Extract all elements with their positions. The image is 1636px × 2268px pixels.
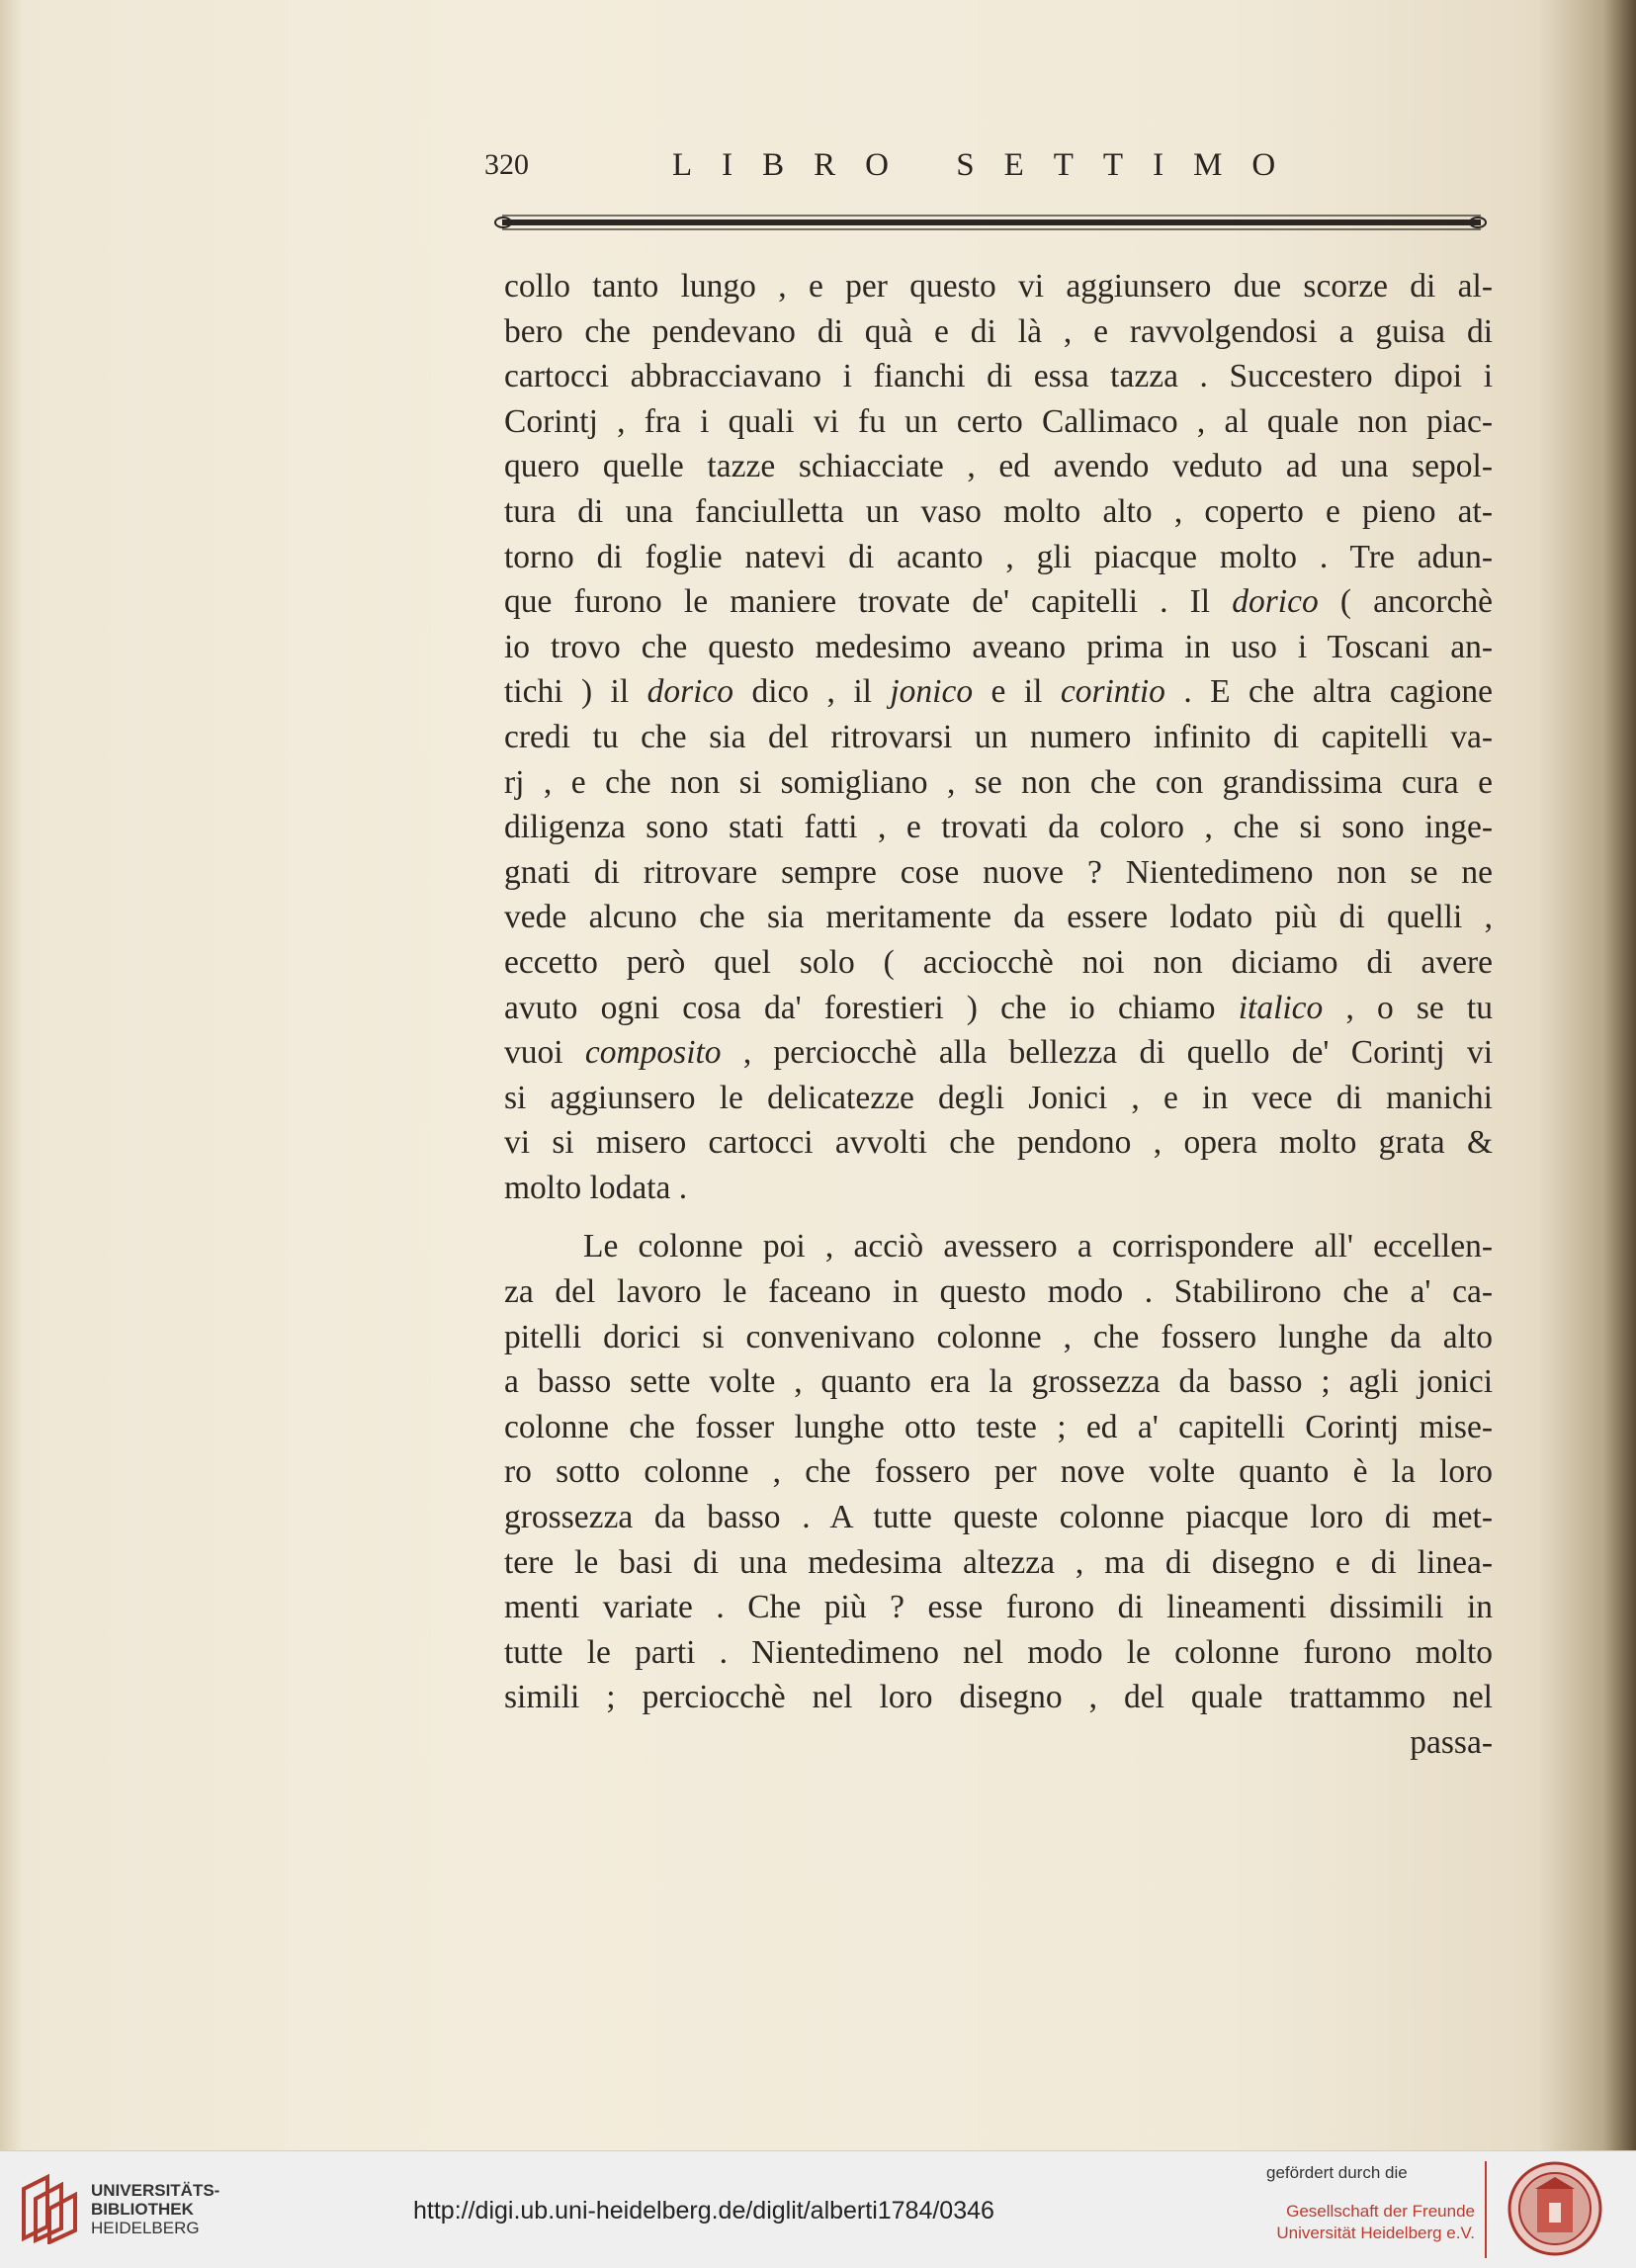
- text-line: bero che pendevano di quà e di là , e ravvolgendosi a guisa di: [504, 312, 1493, 350]
- italic-term: dorico: [646, 673, 734, 711]
- italic-term: corintio: [1060, 673, 1165, 711]
- text-line: a basso sette volte , quanto era la grossezza da basso ; agli jonici: [504, 1363, 1493, 1401]
- text-line: que furono le maniere trovate de' capitelli . Il dorico ( ancorchè: [504, 583, 1493, 621]
- italic-term: dorico: [1232, 583, 1319, 621]
- text-line: eccetto però quel solo ( acciocchè noi non diciamo di avere: [504, 943, 1493, 981]
- text-line: gnati di ritrovare sempre cose nuove ? Nientedimeno non se ne: [504, 853, 1493, 891]
- text-line: grossezza da basso . A tutte queste colonne piacque loro di met-: [504, 1499, 1493, 1536]
- text-line: Corintj , fra i quali vi fu un certo Callimaco , al quale non piac-: [504, 402, 1493, 440]
- text-line: si aggiunsero le delicatezze degli Jonici , e in vece di manichi: [504, 1079, 1493, 1116]
- italic-term: jonico: [890, 673, 974, 711]
- text-line: diligenza sono stati fatti , e trovati da coloro , che si sono inge-: [504, 809, 1493, 846]
- text-line: molto lodata .: [504, 1169, 688, 1206]
- page-number: 320: [484, 148, 529, 181]
- text-line: rj , e che non si somigliano , se non che con grandissima cura e: [504, 763, 1493, 801]
- text-line: quero quelle tazze schiacciate , ed avendo veduto ad una sepol-: [504, 448, 1493, 485]
- body-text: [504, 264, 1493, 1766]
- text-line: pitelli dorici si convenivano colonne , che fossero lunghe da alto: [504, 1318, 1493, 1355]
- text-line: ro sotto colonne , che fossero per nove volte quanto è la loro: [504, 1453, 1493, 1491]
- text-line: torno di foglie natevi di acanto , gli piacque molto . Tre adun-: [504, 538, 1493, 575]
- text-line: cartocci abbracciavano i fianchi di essa tazza . Succestero dipoi i: [504, 358, 1493, 395]
- sponsor-divider: [1485, 2161, 1487, 2258]
- text-line: io trovo che questo medesimo aveano prima in uso i Toscani an-: [504, 628, 1493, 665]
- text-line: Le colonne poi , acciò avessero a corrispondere all' eccellen-: [583, 1228, 1493, 1265]
- sponsor-name: Gesellschaft der Freunde Universität Heidelberg e.V.: [1276, 2202, 1475, 2242]
- text-line: avuto ogni cosa da' forestieri ) che io chiamo italico , o se tu: [504, 989, 1493, 1026]
- text-line: za del lavoro le faceano in questo modo . Stabilirono che a' ca-: [504, 1273, 1493, 1311]
- viewer-footer: [0, 2150, 1636, 2268]
- university-seal-icon: [1506, 2159, 1604, 2258]
- text-line: menti variate . Che più ? esse furono di lineamenti dissimili in: [504, 1589, 1493, 1626]
- running-title: LIBRO SETTIMO: [672, 146, 1306, 183]
- text-line: tichi ) il dorico dico , il jonico e il corintio . E che altra cagione: [504, 673, 1494, 711]
- italic-term: italico: [1238, 989, 1324, 1026]
- sponsor-intro: gefördert durch die: [1266, 2163, 1408, 2182]
- text-line: collo tanto lungo , e per questo vi aggiunsero due scorze di al-: [504, 268, 1493, 305]
- text-line: tutte le parti . Nientedimeno nel modo le colonne furono molto: [504, 1633, 1493, 1671]
- page-edge-shadow: [0, 0, 24, 2150]
- text-line: vede alcuno che sia meritamente da essere lodato più di quelli ,: [504, 899, 1493, 936]
- text-line: vuoi composito , perciocchè alla bellezza di quello de' Corintj vi: [504, 1034, 1493, 1072]
- library-logo-icon: [18, 2169, 81, 2244]
- text-line: tere le basi di una medesima altezza , ma di disegno e di linea-: [504, 1543, 1493, 1581]
- library-name: UNIVERSITÄTS- BIBLIOTHEK HEIDELBERG: [91, 2181, 220, 2237]
- running-header: [484, 140, 1493, 190]
- text-line: credi tu che sia del ritrovarsi un numero infinito di capitelli va-: [504, 718, 1493, 755]
- ornamental-rule: [494, 213, 1488, 232]
- text-line: vi si misero cartocci avvolti che pendono , opera molto grata &: [504, 1124, 1493, 1162]
- catchword: passa-: [1410, 1724, 1493, 1761]
- text-line: simili ; perciocchè nel loro disegno , del quale trattammo nel: [504, 1679, 1493, 1716]
- text-line: colonne che fosser lunghe otto teste ; ed a' capitelli Corintj mise-: [504, 1408, 1493, 1445]
- text-line: tura di una fanciulletta un vaso molto alto , coperto e pieno at-: [504, 492, 1493, 530]
- permalink-url[interactable]: http://digi.ub.uni-heidelberg.de/diglit/alberti1784/0346: [413, 2197, 994, 2224]
- italic-term: composito: [584, 1034, 722, 1072]
